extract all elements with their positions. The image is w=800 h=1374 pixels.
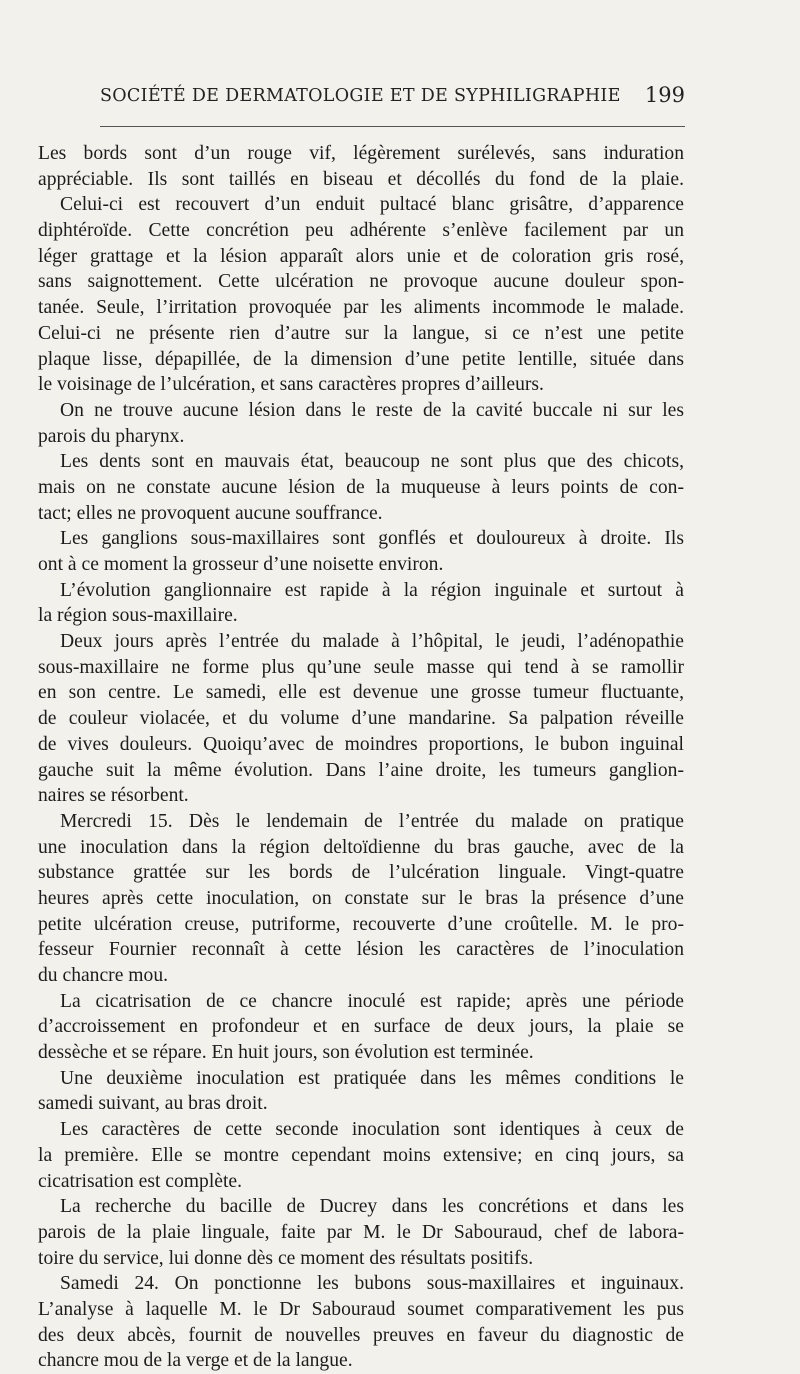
text-line: diphtéroïde. Cette concrétion peu adhérente s’enlève facilement par un [38, 220, 684, 242]
text-line: heures après cette inoculation, on constate sur le bras la présence d’une [38, 887, 684, 909]
text-line: la région sous-maxillaire. [38, 605, 238, 627]
text-line: gauche suit la même évolution. Dans l’aine droite, les tumeurs ganglion- [38, 759, 684, 781]
text-line: ont à ce moment la grosseur d’une noisette environ. [38, 554, 444, 575]
header-title: SOCIÉTÉ DE DERMATOLOGIE ET DE SYPHILIGRAPHIE [100, 86, 621, 106]
page-number: 199 [644, 83, 685, 107]
text-line: du chancre mou. [38, 965, 169, 986]
text-line: Les ganglions sous-maxillaires sont gonflés et douloureux à droite. Ils [60, 528, 684, 550]
text-line: Celui-ci ne présente rien d’autre sur la langue, si ce n’est une petite [38, 322, 684, 344]
text-line: d’accroissement en profondeur et en surface de deux jours, la plaie se [38, 1016, 684, 1038]
text-line: plaque lisse, dépapillée, de la dimension d’une petite lentille, située dans [38, 348, 684, 370]
text-line: La recherche du bacille de Ducrey dans les concrétions et dans les [60, 1196, 684, 1218]
text-line: La cicatrisation de ce chancre inoculé est rapide; après une période [60, 990, 684, 1012]
running-header [100, 83, 685, 116]
text-line: samedi suivant, au bras droit. [38, 1093, 268, 1115]
text-line: Les dents sont en mauvais état, beaucoup ne sont plus que des chicots, [60, 451, 684, 473]
text-line: chancre mou de la verge et de la langue. [38, 1350, 353, 1372]
text-line: le voisinage de l’ulcération, et sans caractères propres d’ailleurs. [38, 374, 544, 396]
text-line: des deux abcès, fournit de nouvelles preuves en faveur du diagnostic de [38, 1324, 684, 1346]
body-text [38, 141, 684, 1374]
text-line: Celui-ci est recouvert d’un enduit pultacé blanc grisâtre, d’apparence [60, 194, 684, 216]
text-line: Une deuxième inoculation est pratiquée dans les mêmes conditions le [60, 1067, 684, 1089]
text-line: parois du pharynx. [38, 425, 185, 447]
text-line: Deux jours après l’entrée du malade à l’hôpital, le jeudi, l’adénopathie [60, 631, 684, 653]
text-line: fesseur Fournier reconnaît à cette lésion les caractères de l’inoculation [38, 939, 684, 961]
text-line: naires se résorbent. [38, 785, 189, 807]
header-rule [100, 126, 685, 127]
text-line: On ne trouve aucune lésion dans le reste de la cavité buccale ni sur les [60, 399, 684, 421]
text-line: la première. Elle se montre cependant moins extensive; en cinq jours, sa [38, 1144, 684, 1166]
text-line: petite ulcération creuse, putriforme, recouverte d’une croûtelle. M. le pro- [38, 913, 684, 935]
text-line: tanée. Seule, l’irritation provoquée par les aliments incommode le malade. [38, 297, 684, 319]
text-line: parois de la plaie linguale, faite par M. le Dr Sabouraud, chef de labora- [38, 1221, 684, 1243]
text-line: Mercredi 15. Dès le lendemain de l’entrée du malade on pratique [60, 810, 684, 832]
text-line: une inoculation dans la région deltoïdienne du bras gauche, avec de la [38, 836, 684, 858]
text-line: léger grattage et la lésion apparaît alors unie et de coloration gris rosé, [38, 245, 684, 267]
text-line: de vives douleurs. Quoiqu’avec de moindres proportions, le bubon inguinal [38, 733, 684, 755]
text-line: mais on ne constate aucune lésion de la muqueuse à leurs points de con- [38, 476, 684, 498]
text-line: sous-maxillaire ne forme plus qu’une seule masse qui tend à se ramollir [38, 656, 684, 678]
text-line: Les bords sont d’un rouge vif, légèrement surélevés, sans induration [38, 143, 684, 164]
text-line: Samedi 24. On ponctionne les bubons sous-maxillaires et inguinaux. [60, 1273, 684, 1295]
text-line: substance grattée sur les bords de l’ulcération linguale. Vingt-quatre [38, 862, 684, 884]
text-line: appréciable. Ils sont taillés en biseau et décollés du fond de la plaie. [38, 168, 684, 190]
text-line: L’analyse à laquelle M. le Dr Sabouraud soumet comparativement les pus [38, 1298, 684, 1320]
text-line: toire du service, lui donne dès ce moment des résultats positifs. [38, 1247, 534, 1269]
text-line: sans saignottement. Cette ulcération ne provoque aucune douleur spon- [38, 271, 684, 293]
text-line: L’évolution ganglionnaire est rapide à la région inguinale et surtout à [60, 579, 684, 601]
text-line: Les caractères de cette seconde inoculation sont identiques à ceux de [60, 1119, 684, 1141]
text-line: cicatrisation est complète. [38, 1170, 243, 1192]
text-line: dessèche et se répare. En huit jours, son évolution est terminée. [38, 1042, 534, 1064]
text-line: en son centre. Le samedi, elle est devenue une grosse tumeur fluctuante, [38, 682, 684, 704]
text-line: de couleur violacée, et du volume d’une mandarine. Sa palpation réveille [38, 708, 684, 730]
text-line: tact; elles ne provoquent aucune souffrance. [38, 502, 383, 524]
